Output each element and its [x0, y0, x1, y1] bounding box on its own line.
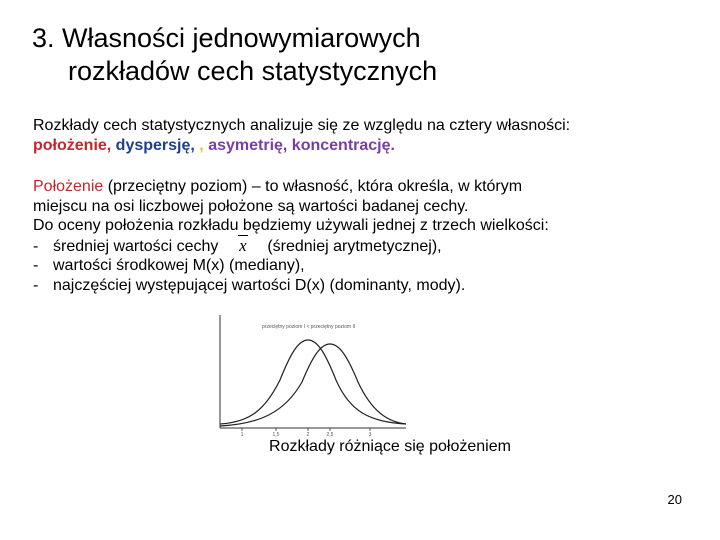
definition-line-1: [33, 177, 693, 197]
tick-label: 1: [240, 432, 244, 438]
list-item-mode-text: najczęściej występującej wartości D(x) (dominanty, mody).: [53, 276, 466, 294]
list-dash: -: [33, 237, 39, 255]
tick-label: 2: [306, 432, 310, 438]
definition-line-3: Do oceny położenia rozkładu będziemy używali jednej z trzech wielkości:: [33, 217, 549, 234]
tick-label: 3: [368, 432, 372, 438]
property-dispersion: dyspersję: [115, 137, 191, 154]
stray-comma: ,: [199, 137, 204, 154]
tick-label: 1,5: [272, 432, 280, 438]
title-line-1: 3. Własności jednowymiarowych: [32, 23, 421, 53]
separator-4: ,: [282, 137, 292, 154]
list-item-median-text: wartości środkowej M(x) (mediany),: [53, 257, 305, 274]
intro-paragraph: [33, 116, 693, 156]
x-bar-symbol: x: [223, 236, 263, 256]
distribution-curves-image: [210, 310, 410, 440]
curve-level-2: [220, 344, 406, 426]
list-dash: -: [33, 257, 39, 274]
tick-label: 2,5: [326, 432, 334, 438]
list-dash: -: [33, 276, 39, 294]
properties-list: [33, 136, 693, 156]
figure-caption: Rozkłady różniące się położeniem: [269, 438, 511, 455]
list-item-mean-after: (średniej arytmetycznej),: [267, 237, 442, 255]
list-item-median: [33, 256, 693, 276]
separator-1: ,: [106, 137, 116, 154]
list-item-mode: [33, 276, 693, 296]
separator-2: ,: [190, 137, 200, 154]
location-definition: [33, 177, 693, 295]
distribution-figure: [210, 310, 410, 440]
page-number: 20: [667, 492, 682, 507]
intro-period: .: [390, 137, 395, 154]
figure-legend: przeciętny poziom I < przeciętny poziom II: [262, 324, 356, 330]
property-asymmetry: asymetrię: [208, 137, 283, 154]
title-line-2: rozkładów cech statystycznych: [68, 56, 438, 86]
list-item-mean: [33, 236, 693, 257]
list-item-mean-text: średniej wartości cechy: [53, 237, 219, 255]
property-location: położenie: [33, 137, 107, 154]
intro-text: Rozkłady cech statystycznych analizuje się ze względu na cztery własności:: [33, 117, 571, 134]
definition-line-2: miejscu na osi liczbowej położone są wartości badanej cechy.: [33, 197, 469, 215]
slide-title: [32, 22, 692, 88]
location-keyword: Położenie: [33, 178, 104, 195]
definition-line-1-rest: (przeciętny poziom) – to własność, która określa, w którym: [103, 178, 523, 195]
property-concentration: koncentrację: [291, 137, 391, 154]
